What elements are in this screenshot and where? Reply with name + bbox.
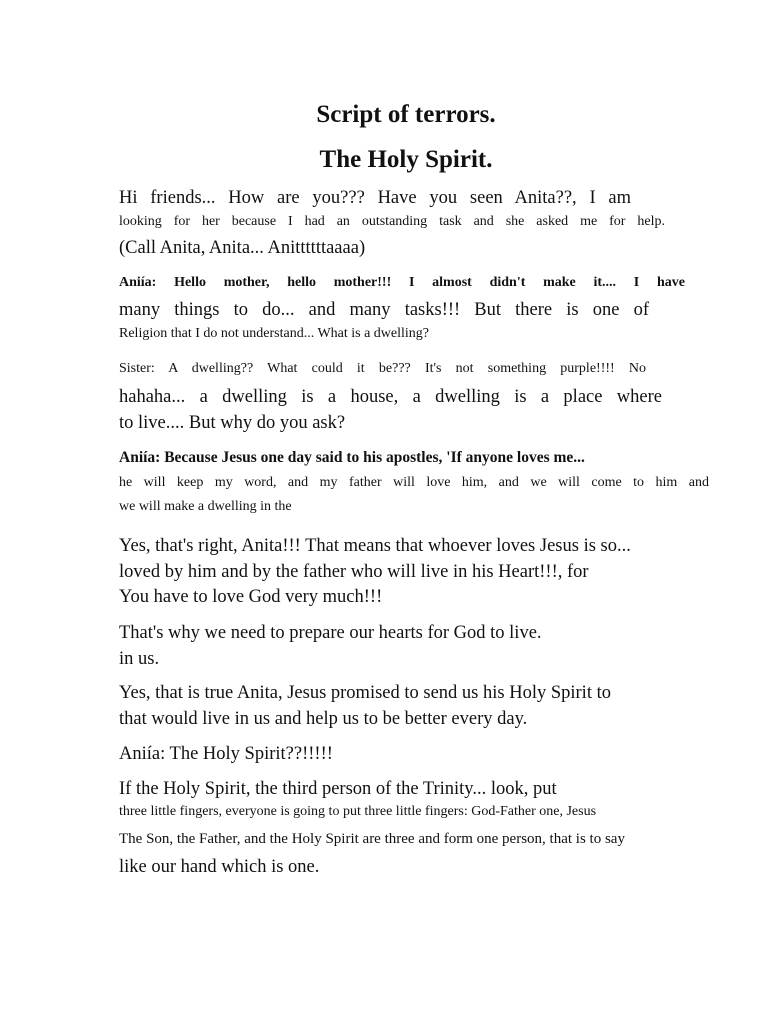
text-line: The Son, the Father, and the Holy Spirit are three and form one person, that is to say bbox=[119, 831, 625, 847]
document-title: Script of terrors. bbox=[316, 101, 496, 128]
text-line: like our hand which is one. bbox=[119, 857, 320, 877]
text-line: Yes, that's right, Anita!!! That means that whoever loves Jesus is so... bbox=[119, 536, 631, 556]
text-line: You have to love God very much!!! bbox=[119, 587, 383, 607]
text-line: to live.... But why do you ask? bbox=[119, 413, 346, 433]
text-line: Religion that I do not understand... What is a dwelling? bbox=[119, 326, 430, 341]
text-line: That's why we need to prepare our hearts for God to live. bbox=[119, 623, 542, 643]
text-line: in us. bbox=[119, 649, 160, 669]
text-line: Aniía: Because Jesus one day said to his apostles, 'If anyone loves me... bbox=[119, 449, 585, 466]
text-line: Yes, that is true Anita, Jesus promised to send us his Holy Spirit to bbox=[119, 683, 611, 703]
text-line: Aniía: The Holy Spirit??!!!!! bbox=[119, 744, 333, 764]
text-line: looking for her because I had an outstanding task and she asked me for help. bbox=[119, 214, 665, 229]
text-line: that would live in us and help us to be better every day. bbox=[119, 709, 528, 729]
text-line: loved by him and by the father who will live in his Heart!!!, for bbox=[119, 562, 589, 582]
text-line: three little fingers, everyone is going to put three little fingers: God-Father one, Jesus bbox=[119, 804, 597, 819]
text-line: hahaha... a dwelling is a house, a dwelling is a place where bbox=[119, 387, 662, 407]
text-line: Aniía: Hello mother, hello mother!!! I almost didn't make it.... I have bbox=[119, 275, 685, 290]
text-line: many things to do... and many tasks!!! But there is one of bbox=[119, 300, 649, 320]
text-line: (Call Anita, Anita... Anittttttaaaa) bbox=[119, 238, 366, 258]
text-line: he will keep my word, and my father will love him, and we will come to him and bbox=[119, 475, 709, 490]
text-line: we will make a dwelling in the bbox=[119, 499, 292, 514]
document-subtitle: The Holy Spirit. bbox=[319, 146, 493, 173]
text-line: Sister: A dwelling?? What could it be??? It's not something purple!!!! No bbox=[119, 361, 646, 376]
text-line: Hi friends... How are you??? Have you seen Anita??, I am bbox=[119, 188, 631, 208]
text-line: If the Holy Spirit, the third person of the Trinity... look, put bbox=[119, 779, 557, 799]
